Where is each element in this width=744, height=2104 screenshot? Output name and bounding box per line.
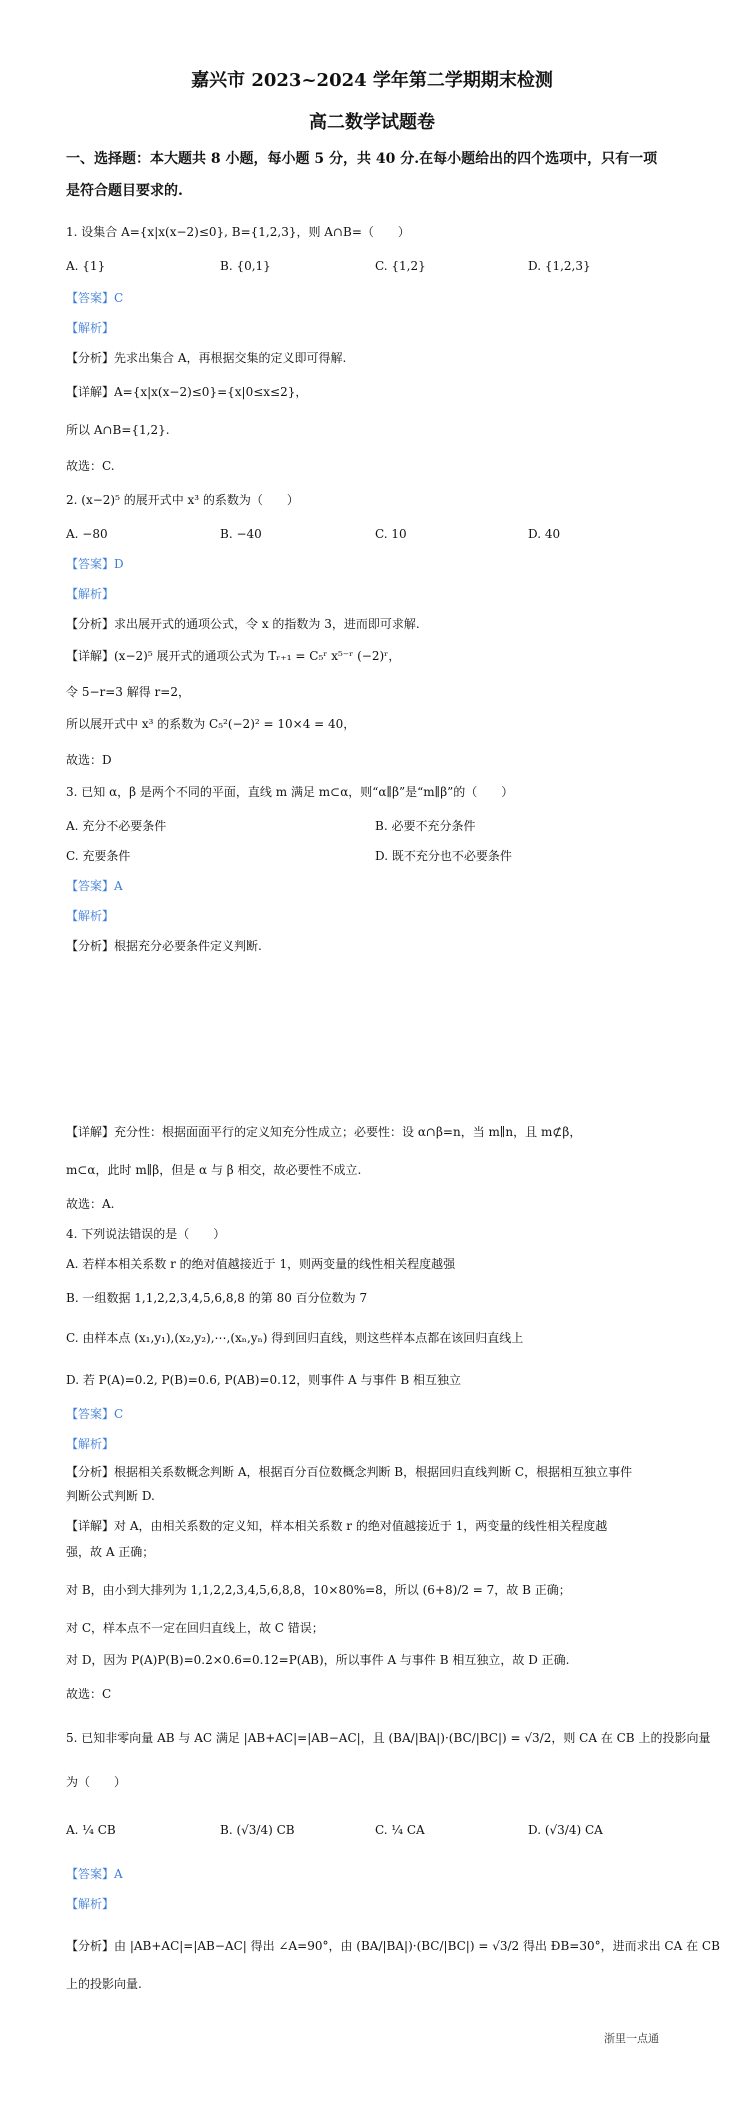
q3-option-b: B. 必要不充分条件 (375, 819, 476, 833)
q1-option-c: C. {1,2} (375, 259, 426, 273)
q3-stem: 3. 已知 α，β 是两个不同的平面，直线 m 满足 m⊂α，则“α∥β”是“m∥β”的（ ） (66, 785, 514, 799)
q4-detail-b: 对 B，由小到大排列为 1,1,2,2,3,4,5,6,8,8，10×80%=8，所以 (6+8)/2 = 7，故 B 正确； (66, 1583, 571, 1597)
section-heading-line2: 是符合题目要求的. (66, 183, 183, 199)
q4-option-c: C. 由样本点 (x₁,y₁),(x₂,y₂),⋯,(xₙ,yₙ) 得到回归直线，则这些样本点都在该回归直线上 (66, 1331, 524, 1345)
q5-analysis-line1: 【分析】由 |AB+AC|=|AB−AC| 得出 ∠A=90°，由 (BA/|BA|)·(BC/|BC|) = √3/2 得出 ÐB=30°，进而求出 CA 在 CB (66, 1939, 720, 1953)
q2-option-d: D. 40 (528, 527, 561, 541)
footer-brand: 浙里一点通 (604, 2032, 659, 2045)
q4-answer: 【答案】C (66, 1407, 124, 1421)
q4-stem: 4. 下列说法错误的是（ ） (66, 1227, 226, 1241)
q2-jiexi-label: 【解析】 (66, 587, 115, 601)
q3-detail-line2: m⊂α，此时 m∥β，但是 α 与 β 相交，故必要性不成立. (66, 1163, 362, 1177)
q4-detail-c: 对 C，样本点不一定在回归直线上，故 C 错误； (66, 1621, 324, 1635)
q2-option-a: A. −80 (66, 527, 108, 541)
q4-jiexi-label: 【解析】 (66, 1437, 115, 1451)
q2-step1: 令 5−r=3 解得 r=2， (66, 685, 190, 699)
q5-answer: 【答案】A (66, 1867, 123, 1881)
q4-option-d: D. 若 P(A)=0.2, P(B)=0.6, P(AB)=0.12，则事件 A 与事件 B 相互独立 (66, 1373, 461, 1387)
q5-stem-line1: 5. 已知非零向量 AB 与 AC 满足 |AB+AC|=|AB−AC|，且 (BA/|BA|)·(BC/|BC|) = √3/2，则 CA 在 CB 上的投影向量 (66, 1731, 711, 1745)
q5-option-a: A. ¼ CB (66, 1823, 116, 1837)
q1-analysis: 【分析】先求出集合 A，再根据交集的定义即可得解. (66, 351, 347, 365)
q1-jiexi-label: 【解析】 (66, 321, 115, 335)
q3-option-a: A. 充分不必要条件 (66, 819, 167, 833)
q4-detail-d: 对 D，因为 P(A)P(B)=0.2×0.6=0.12=P(AB)，所以事件 A 与事件 B 相互独立，故 D 正确. (66, 1653, 570, 1667)
q5-analysis-line2: 上的投影向量. (66, 1977, 142, 1991)
q3-answer: 【答案】A (66, 879, 123, 893)
q2-answer: 【答案】D (66, 557, 124, 571)
q2-option-c: C. 10 (375, 527, 407, 541)
q3-option-c: C. 充要条件 (66, 849, 131, 863)
q1-detail: 【详解】A={x|x(x−2)≤0}={x|0≤x≤2}， (66, 385, 308, 399)
q2-option-b: B. −40 (220, 527, 262, 541)
q2-step2: 所以展开式中 x³ 的系数为 C₅²(−2)² = 10×4 = 40， (66, 717, 356, 731)
q5-option-c: C. ¼ CA (375, 1823, 425, 1837)
q4-detail-line2: 强，故 A 正确； (66, 1545, 155, 1559)
q4-option-a: A. 若样本相关系数 r 的绝对值越接近于 1，则两变量的线性相关程度越强 (66, 1257, 456, 1271)
q3-detail-line1: 【详解】充分性：根据面面平行的定义知充分性成立；必要性：设 α∩β=n，当 m∥n，且 m⊄β， (66, 1125, 582, 1139)
q2-conclusion: 故选：D (66, 753, 112, 767)
q5-option-d: D. (√3/4) CA (528, 1823, 603, 1837)
q1-option-b: B. {0,1} (220, 259, 271, 273)
q3-option-d: D. 既不充分也不必要条件 (375, 849, 512, 863)
q1-conclusion: 故选：C. (66, 459, 115, 473)
q4-option-b: B. 一组数据 1,1,2,2,3,4,5,6,8,8 的第 80 百分位数为 7 (66, 1291, 368, 1305)
q5-stem-line2: 为（ ） (66, 1775, 127, 1789)
q1-step: 所以 A∩B={1,2}. (66, 423, 170, 437)
q1-stem: 1. 设集合 A={x|x(x−2)≤0}, B={1,2,3}，则 A∩B=（ ） (66, 225, 410, 239)
q5-jiexi-label: 【解析】 (66, 1897, 115, 1911)
page-title: 嘉兴市 2023~2024 学年第二学期期末检测 (191, 70, 553, 91)
q5-option-b: B. (√3/4) CB (220, 1823, 295, 1837)
section-heading-line1: 一、选择题：本大题共 8 小题，每小题 5 分，共 40 分.在每小题给出的四个选项中，只有一项 (66, 151, 658, 167)
q2-stem: 2. (x−2)⁵ 的展开式中 x³ 的系数为（ ） (66, 493, 299, 507)
q4-analysis-line1: 【分析】根据相关系数概念判断 A，根据百分百位数概念判断 B，根据回归直线判断 C，根据相互独立事件 (66, 1465, 633, 1479)
q3-analysis: 【分析】根据充分必要条件定义判断. (66, 939, 262, 953)
q3-conclusion: 故选：A. (66, 1197, 115, 1211)
q4-conclusion: 故选：C (66, 1687, 112, 1701)
q4-detail-line1: 【详解】对 A，由相关系数的定义知，样本相关系数 r 的绝对值越接近于 1，两变量的线性相关程度越 (66, 1519, 608, 1533)
q3-jiexi-label: 【解析】 (66, 909, 115, 923)
q2-analysis: 【分析】求出展开式的通项公式，令 x 的指数为 3，进而即可求解. (66, 617, 420, 631)
q1-option-a: A. {1} (66, 259, 106, 273)
page-subtitle: 高二数学试题卷 (309, 112, 435, 133)
q2-detail: 【详解】(x−2)⁵ 展开式的通项公式为 Tᵣ₊₁ = C₅ʳ x⁵⁻ʳ (−2)ʳ， (66, 649, 401, 663)
q1-answer: 【答案】C (66, 291, 124, 305)
q1-option-d: D. {1,2,3} (528, 259, 591, 273)
q4-analysis-line2: 判断公式判断 D. (66, 1489, 155, 1503)
